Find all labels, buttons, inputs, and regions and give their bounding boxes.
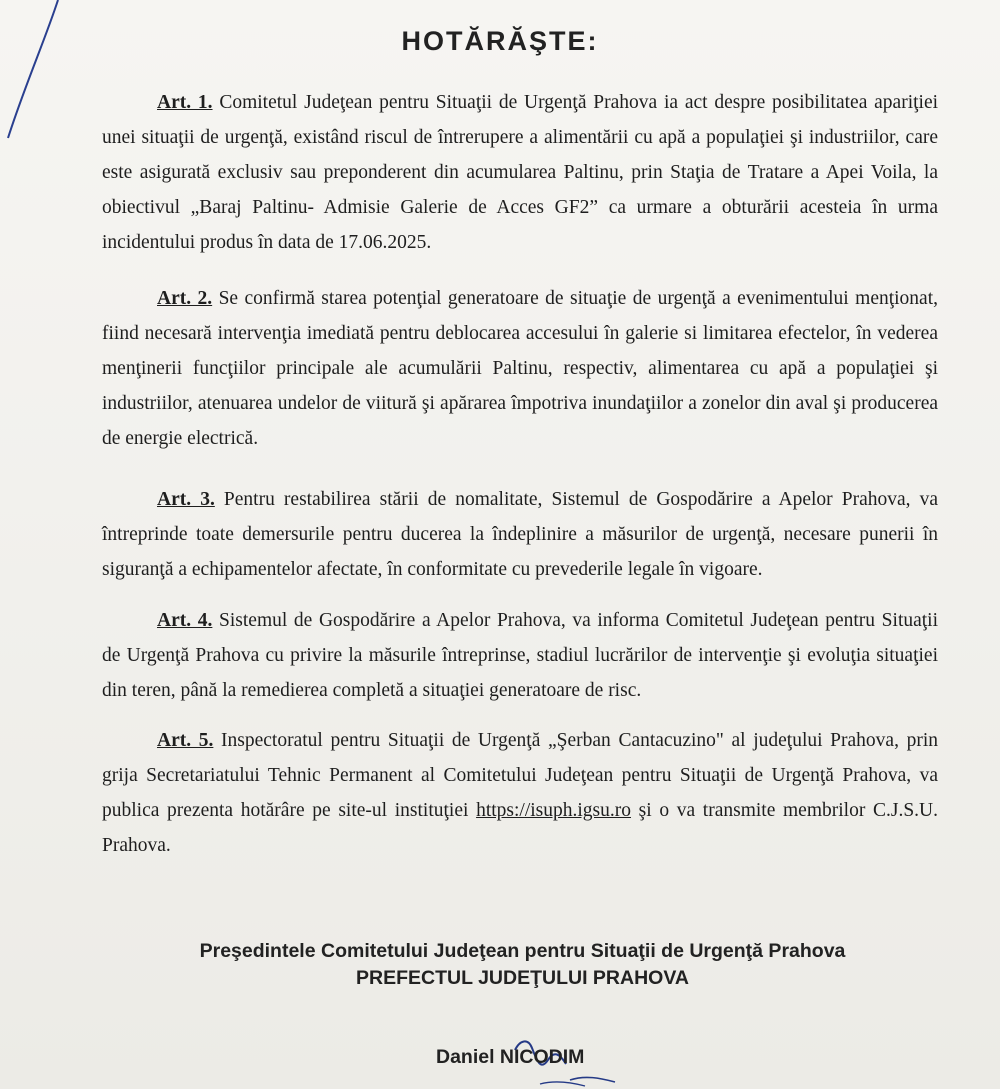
pen-margin-stroke <box>0 0 80 140</box>
article-2-label: Art. 2. <box>157 288 213 309</box>
signatory-office: PREFECTUL JUDEŢULUI PRAHOVA <box>356 967 689 989</box>
article-1-text: Comitetul Judeţean pentru Situaţii de Urgenţă Prahova ia act despre posibilitatea apariţiei unei situaţii de urgenţă, existând riscul de întrerupere a alimentării cu apă a populaţiei şi industriilor, care este asigurată exclusiv sau preponderent din acumularea Paltinu, prin Staţia de Tratare a Apei Voila, la obiectivul „Baraj Paltinu- Admisie Galerie de Acces GF2” ca urmare a obturării acesteia în urma incidentului produs în data de 17.06.2025. <box>102 92 939 253</box>
article-5-text-after-link: şi o va transmite membrilor C.J.S.U. Prahova. <box>102 800 938 856</box>
article-3-label: Art. 3. <box>157 489 215 510</box>
article-1-label: Art. 1. <box>157 92 213 113</box>
article-5-text-before-link: Inspectoratul pentru Situaţii de Urgenţă „Şerban Cantacuzino" al judeţului Prahova, prin grija Secretariatului Tehnic Permanent al Comitetului Judeţean pentru Situaţii de Urgenţă Prahova, va publica prezenta hotărâre pe site-ul instituţiei <box>102 730 938 821</box>
article-1 <box>102 85 938 260</box>
article-5 <box>102 723 938 863</box>
institution-website-link[interactable]: https://isuph.igsu.ro <box>476 800 631 821</box>
article-4 <box>102 603 938 708</box>
article-5-label: Art. 5. <box>157 730 214 751</box>
decision-heading: HOTĂRĂŞTE: <box>401 26 599 56</box>
article-2 <box>102 281 938 456</box>
signer-name: Daniel NICODIM <box>436 1046 585 1068</box>
article-3-text: Pentru restabilirea stării de nomalitate, Sistemul de Gospodărire a Apelor Prahova, va întreprinde toate demersurile pentru ducerea la îndeplinire a măsurilor de urgenţă, necesare punerii în siguranţă a echipamentelor afectate, în conformitate cu prevederile legale în vigoare. <box>102 489 938 580</box>
signatory-role: Preşedintele Comitetului Judeţean pentru Situaţii de Urgenţă Prahova <box>199 940 846 962</box>
article-3 <box>102 482 938 587</box>
article-4-text: Sistemul de Gospodărire a Apelor Prahova, va informa Comitetul Judeţean pentru Situaţii de Urgenţă Prahova cu privire la măsurile întreprinse, stadiul lucrărilor de intervenţie şi evoluţia situaţiei din teren, până la remedierea completă a situaţiei generatoare de risc. <box>102 610 939 701</box>
article-4-label: Art. 4. <box>157 610 213 631</box>
article-2-text: Se confirmă starea potenţial generatoare de situaţie de urgenţă a evenimentului menţionat, fiind necesară intervenţia imediată pentru deblocarea accesului în galerie si limitarea efectelor, în vederea menţinerii funcţiilor principale ale acumulării Paltinu, respectiv, alimentarea cu apă a populaţiei şi industriilor, atenuarea undelor de viitură şi apărarea împotriva inundaţiilor a zonelor din aval şi producerea de energie electrică. <box>102 288 939 449</box>
